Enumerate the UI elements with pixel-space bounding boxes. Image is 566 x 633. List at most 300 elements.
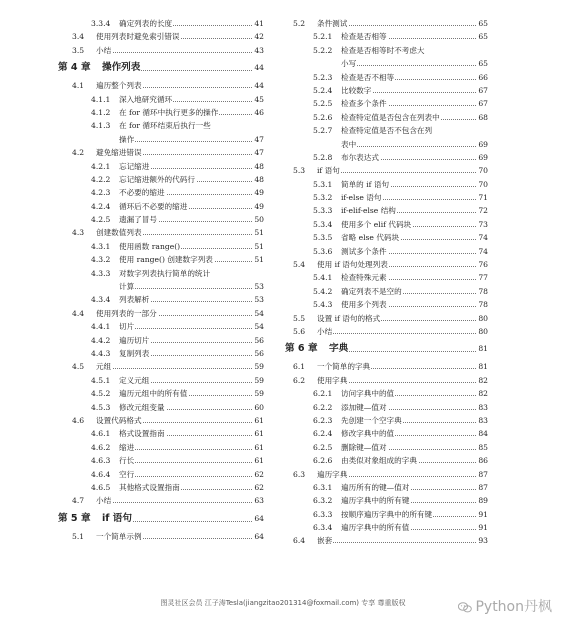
page-number: 56: [253, 347, 264, 360]
toc-entry: [58, 79, 264, 92]
section-number: 5.4.2: [313, 286, 333, 296]
section-title: 使用列表的一部分: [96, 307, 158, 320]
page-number: 78: [477, 285, 488, 298]
page-number: 77: [477, 271, 488, 284]
section-number: 6.3.1: [313, 482, 333, 492]
section-number: 5.4.3: [313, 300, 333, 310]
section-title: 简单的 if 语句: [341, 178, 390, 191]
section-number: 6.2.5: [313, 442, 333, 452]
toc-entry: [285, 481, 488, 494]
section-number: 5.2.7: [313, 126, 333, 136]
section-title: 遍历元组中的所有值: [119, 387, 188, 400]
toc-entry: [285, 231, 488, 244]
section-title: 在 for 循环中执行更多的操作: [119, 106, 219, 119]
page-number: 70: [477, 164, 488, 177]
section-number: 5.3.1: [313, 179, 333, 189]
dot-leader: [119, 449, 254, 450]
section-number: 5.2.2: [313, 45, 333, 55]
page-number: 80: [477, 325, 488, 338]
toc-entry: [285, 138, 488, 151]
toc-entry: [285, 468, 488, 481]
section-number: 4.3.2: [91, 255, 111, 265]
dot-leader: [317, 333, 478, 334]
toc-entry: [58, 468, 264, 481]
section-title: 定义元组: [119, 374, 150, 387]
section-number: 4.7: [72, 496, 85, 506]
section-number: 4.4: [72, 308, 85, 318]
page-number: 87: [477, 481, 488, 494]
dot-leader: [119, 328, 254, 329]
dot-leader: [119, 476, 254, 477]
section-title: 先创建一个空字典: [341, 414, 403, 427]
toc-entry: [285, 218, 488, 231]
section-title: 复制列表: [119, 347, 150, 360]
page-number: 91: [477, 508, 488, 521]
dot-leader: [96, 502, 254, 503]
toc-entry: [58, 146, 264, 159]
section-title: 操作列表: [102, 57, 141, 79]
toc-entry: [285, 111, 488, 124]
toc-entry: [58, 44, 264, 57]
dot-leader: [96, 368, 254, 369]
page-number: 69: [477, 138, 488, 151]
section-number: 6.2.3: [313, 415, 333, 425]
section-number: 第 5 章: [58, 512, 91, 524]
page-number: 83: [477, 401, 488, 414]
section-number: 5.1: [72, 531, 85, 541]
section-title: 条件测试: [317, 17, 348, 30]
section-title: 行长: [119, 454, 135, 467]
page-number: 69: [477, 151, 488, 164]
section-number: 4.1.1: [91, 94, 111, 104]
section-title: 遍历所有的键—值对: [341, 481, 410, 494]
section-number: 4.2: [72, 148, 85, 158]
section-title: 确定列表的长度: [119, 17, 173, 30]
section-number: 4.3.3: [91, 268, 111, 278]
toc-entry: [58, 186, 264, 199]
dot-leader: [96, 52, 254, 53]
section-number: 5.2.6: [313, 112, 333, 122]
watermark-text: Python丹枫: [475, 599, 552, 615]
toc-entry: [285, 30, 488, 43]
section-title: if-elif-else 结构: [341, 204, 397, 217]
section-number: 5.4: [293, 260, 306, 270]
section-number: 5.3.3: [313, 206, 333, 216]
page-number: 78: [477, 298, 488, 311]
section-number: 4.6.2: [91, 442, 111, 452]
toc-entry: [285, 534, 488, 547]
toc-entry: [285, 441, 488, 454]
page-number: 41: [253, 17, 264, 30]
page-number: 65: [477, 17, 488, 30]
page-number: 81: [477, 360, 488, 373]
section-title: 切片: [119, 320, 135, 333]
section-number: 6.3.3: [313, 509, 333, 519]
page-number: 53: [253, 293, 264, 306]
dot-leader: [341, 65, 478, 66]
page-number: 44: [253, 79, 264, 92]
section-title: 使用列表时避免索引错误: [96, 30, 181, 43]
section-title: 遍历字典中的所有值: [341, 521, 410, 534]
section-number: 4.2.5: [91, 215, 111, 225]
section-title: 忘记缩进: [119, 160, 150, 173]
page-number: 51: [253, 253, 264, 266]
section-title: 测试多个条件: [341, 245, 388, 258]
section-number: 4.4.1: [91, 322, 111, 332]
page-number: 72: [477, 204, 488, 217]
section-title: 小写: [341, 57, 357, 70]
section-number: 第 6 章: [285, 343, 318, 355]
toc-entry: [285, 57, 488, 70]
toc-chapter-entry: [285, 338, 488, 360]
section-number: 4.2.4: [91, 201, 111, 211]
section-title: 元组: [96, 360, 112, 373]
page-number: 64: [253, 508, 264, 530]
section-title: 使用多个 elif 代码块: [341, 218, 412, 231]
toc-entry: [58, 387, 264, 400]
section-number: 6.2.2: [313, 402, 333, 412]
page-number: 74: [477, 231, 488, 244]
toc-entry: [58, 30, 264, 43]
page-number: 45: [253, 93, 264, 106]
section-number: 5.2.1: [313, 32, 333, 42]
section-number: 4.1: [72, 81, 85, 91]
section-title: 修改字典中的值: [341, 427, 395, 440]
toc-entry: [285, 191, 488, 204]
section-title: 遗漏了冒号: [119, 213, 158, 226]
toc-entry: [58, 226, 264, 239]
page-number: 83: [477, 414, 488, 427]
toc-entry: [285, 204, 488, 217]
page-number: 61: [253, 427, 264, 440]
page-number: 61: [253, 454, 264, 467]
toc-entry: [58, 414, 264, 427]
section-title: 设置 if 语句的格式: [317, 312, 381, 325]
section-number: 6.1: [293, 362, 306, 372]
section-title: 检查特殊元素: [341, 271, 388, 284]
section-number: 6.2: [293, 375, 306, 385]
dot-leader: [119, 462, 254, 463]
section-number: 4.2.2: [91, 174, 111, 184]
toc-entry: [285, 124, 488, 137]
section-number: 6.3: [293, 469, 306, 479]
page-number: 59: [253, 374, 264, 387]
toc-entry: [285, 245, 488, 258]
page-number: 61: [253, 441, 264, 454]
section-title: 使用函数 range(): [119, 240, 181, 253]
toc-entry: [58, 334, 264, 347]
page-number: 84: [477, 427, 488, 440]
page-number: 44: [253, 57, 264, 79]
page-number: 68: [477, 111, 488, 124]
toc-entry: [58, 307, 264, 320]
section-number: 5.2.4: [313, 85, 333, 95]
section-number: 5.6: [293, 326, 306, 336]
toc-entry: [285, 151, 488, 164]
section-number: 5.2.8: [313, 152, 333, 162]
section-number: 6.2.6: [313, 456, 333, 466]
toc-entry: [58, 253, 264, 266]
section-title: 操作: [119, 133, 135, 146]
page-number: 86: [477, 454, 488, 467]
section-number: 5.5: [293, 313, 306, 323]
section-number: 6.2.4: [313, 429, 333, 439]
dot-leader: [119, 141, 254, 142]
section-number: 5.3.2: [313, 193, 333, 203]
section-number: 4.2.3: [91, 188, 111, 198]
section-number: 5.3: [293, 166, 306, 176]
page-number: 59: [253, 387, 264, 400]
toc-entry: [285, 325, 488, 338]
toc-entry: [285, 401, 488, 414]
section-title: 检查是否相等时不考虑大: [341, 44, 426, 57]
section-number: 4.6.3: [91, 456, 111, 466]
section-number: 4.4.3: [91, 348, 111, 358]
toc-entry: [58, 106, 264, 119]
section-number: 4.6.5: [91, 482, 111, 492]
page-number: 47: [253, 133, 264, 146]
toc-entry: [58, 17, 264, 30]
dot-leader: [317, 172, 478, 173]
section-number: 4.5.2: [91, 389, 111, 399]
section-title: 检查是否不相等: [341, 71, 395, 84]
toc-entry: [58, 494, 264, 507]
toc-entry: [58, 119, 264, 132]
section-number: 5.3.6: [313, 246, 333, 256]
page-number: 59: [253, 360, 264, 373]
toc-entry: [285, 414, 488, 427]
page-number: 87: [477, 468, 488, 481]
section-title: 布尔表达式: [341, 151, 380, 164]
section-title: 设置代码格式: [96, 414, 143, 427]
toc-entry: [58, 401, 264, 414]
toc-entry: [58, 240, 264, 253]
section-title: 忘记缩进额外的代码行: [119, 173, 196, 186]
toc-entry: [58, 530, 264, 543]
section-number: 4.3.1: [91, 241, 111, 251]
dot-leader: [317, 542, 478, 543]
section-title: 格式设置指南: [119, 427, 166, 440]
section-title: 删除键—值对: [341, 441, 388, 454]
toc-entry: [58, 427, 264, 440]
section-number: 5.2.3: [313, 72, 333, 82]
toc-entry: [58, 160, 264, 173]
dot-leader: [341, 146, 478, 147]
watermark: [458, 596, 552, 616]
page-number: 51: [253, 240, 264, 253]
section-number: 6.3.4: [313, 523, 333, 533]
wechat-icon: [458, 601, 472, 612]
page-number: 74: [477, 245, 488, 258]
section-title: 避免缩进错误: [96, 146, 143, 159]
section-title: 遍历字典中的所有键: [341, 494, 410, 507]
section-number: 5.2.5: [313, 99, 333, 109]
page-number: 85: [477, 441, 488, 454]
section-number: 4.5.3: [91, 402, 111, 412]
section-title: 计算: [119, 280, 135, 293]
page-number: 76: [477, 258, 488, 271]
page-number: 67: [477, 97, 488, 110]
page-number: 81: [477, 338, 488, 360]
section-number: 3.5: [72, 45, 85, 55]
toc-entry: [58, 360, 264, 373]
section-number: 4.5: [72, 362, 85, 372]
section-title: 小结: [96, 494, 112, 507]
page-number: 60: [253, 401, 264, 414]
section-number: 4.6.4: [91, 469, 111, 479]
toc-entry: [285, 374, 488, 387]
page-number: 89: [477, 494, 488, 507]
toc-entry: [285, 454, 488, 467]
page-number: 70: [477, 178, 488, 191]
toc-entry: [58, 441, 264, 454]
section-title: 检查特定值是否不包含在列: [341, 124, 433, 137]
section-number: 3.3.4: [91, 19, 111, 28]
section-title: if 语句: [102, 508, 133, 530]
toc-entry: [285, 387, 488, 400]
page-number: 62: [253, 468, 264, 481]
section-title: 使用字典: [317, 374, 348, 387]
section-number: 6.4: [293, 536, 306, 546]
toc-entry: [58, 93, 264, 106]
toc-entry: [58, 200, 264, 213]
toc-entry: [58, 481, 264, 494]
section-title: 对数字列表执行简单的统计: [119, 267, 211, 280]
page-number: 67: [477, 84, 488, 97]
toc-entry: [285, 178, 488, 191]
toc-right-column: [285, 17, 488, 548]
page-number: 71: [477, 191, 488, 204]
section-title: 小结: [96, 44, 112, 57]
toc-entry: [58, 213, 264, 226]
section-title: 列表解析: [119, 293, 150, 306]
section-title: 其他格式设置指南: [119, 481, 181, 494]
dot-leader: [119, 288, 254, 289]
section-number: 4.2.1: [91, 161, 111, 171]
section-number: 5.3.4: [313, 219, 333, 229]
section-number: 5.3.5: [313, 233, 333, 243]
section-number: 4.4.2: [91, 335, 111, 345]
page-number: 65: [477, 57, 488, 70]
section-title: 检查是否相等: [341, 30, 388, 43]
page-number: 46: [253, 106, 264, 119]
page-number: 48: [253, 160, 264, 173]
section-number: 4.1.3: [91, 121, 111, 131]
toc-entry: [58, 454, 264, 467]
page-number: 54: [253, 320, 264, 333]
page-number: 91: [477, 521, 488, 534]
section-title: 比较数字: [341, 84, 372, 97]
page-number: 50: [253, 213, 264, 226]
toc-entry: [285, 258, 488, 271]
toc-entry: [285, 494, 488, 507]
section-title: 循环后不必要的缩进: [119, 200, 188, 213]
page-number: 93: [477, 534, 488, 547]
section-title: 按顺序遍历字典中的所有键: [341, 508, 433, 521]
section-title: 检查特定值是否包含在列表中: [341, 111, 441, 124]
toc-entry: [285, 17, 488, 30]
toc-left-column: [58, 17, 264, 543]
page-number: 43: [253, 44, 264, 57]
toc-entry: [285, 285, 488, 298]
section-title: 由类似对象组成的字典: [341, 454, 418, 467]
section-number: 4.3.4: [91, 295, 111, 305]
section-number: 5.2: [293, 19, 306, 28]
page-number: 82: [477, 374, 488, 387]
section-number: 第 4 章: [58, 62, 91, 74]
section-title: 检查多个条件: [341, 97, 388, 110]
toc-entry: [58, 347, 264, 360]
section-title: 缩进: [119, 441, 135, 454]
page-number: 82: [477, 387, 488, 400]
section-number: 6.2.1: [313, 389, 333, 399]
toc-entry: [58, 173, 264, 186]
toc-entry: [285, 97, 488, 110]
section-number: 4.3: [72, 228, 85, 238]
section-title: 创建数值列表: [96, 226, 143, 239]
section-title: 遍历切片: [119, 334, 150, 347]
page-number: 47: [253, 146, 264, 159]
section-number: 4.5.1: [91, 375, 111, 385]
page-number: 80: [477, 312, 488, 325]
page-number: 48: [253, 173, 264, 186]
page-number: 73: [477, 218, 488, 231]
section-title: 使用多个列表: [341, 298, 388, 311]
section-title: 嵌套: [317, 534, 333, 547]
page-number: 64: [253, 530, 264, 543]
toc-entry: [285, 271, 488, 284]
section-number: 4.6: [72, 415, 85, 425]
section-title: 访问字典中的值: [341, 387, 395, 400]
page-number: 53: [253, 280, 264, 293]
toc-entry: [285, 298, 488, 311]
dot-leader: [329, 351, 478, 352]
toc-entry: [285, 84, 488, 97]
toc-entry: [58, 133, 264, 146]
page-number: 56: [253, 334, 264, 347]
page-number: 49: [253, 200, 264, 213]
section-title: 在 for 循环结束后执行一些: [119, 119, 212, 132]
section-title: 省略 else 代码块: [341, 231, 400, 244]
page-number: 49: [253, 186, 264, 199]
section-title: 修改元组变量: [119, 401, 166, 414]
section-number: 4.6.1: [91, 429, 111, 439]
toc-chapter-entry: [58, 57, 264, 79]
toc-entry: [285, 44, 488, 57]
section-title: 使用 if 语句处理列表: [317, 258, 389, 271]
toc-entry: [58, 320, 264, 333]
toc-entry: [285, 164, 488, 177]
section-title: 确定列表不是空的: [341, 285, 403, 298]
page-number: 61: [253, 414, 264, 427]
toc-entry: [58, 267, 264, 280]
page-number: 54: [253, 307, 264, 320]
page-number: 66: [477, 71, 488, 84]
copyright-footer: 图灵社区会员 江子涛Tesla(jiangzitao201314@foxmail.com) 专享 尊重版权: [160, 599, 406, 607]
toc-entry: [285, 427, 488, 440]
section-title: if 语句: [317, 164, 341, 177]
section-title: 使用 range() 创建数字列表: [119, 253, 214, 266]
toc-chapter-entry: [58, 508, 264, 530]
section-title: 不必要的缩进: [119, 186, 166, 199]
toc-entry: [285, 521, 488, 534]
page-number: 65: [477, 30, 488, 43]
toc-entry: [58, 374, 264, 387]
section-title: 小结: [317, 325, 333, 338]
section-title: 添加键—值对: [341, 401, 388, 414]
page-number: 63: [253, 494, 264, 507]
section-number: 6.3.2: [313, 496, 333, 506]
